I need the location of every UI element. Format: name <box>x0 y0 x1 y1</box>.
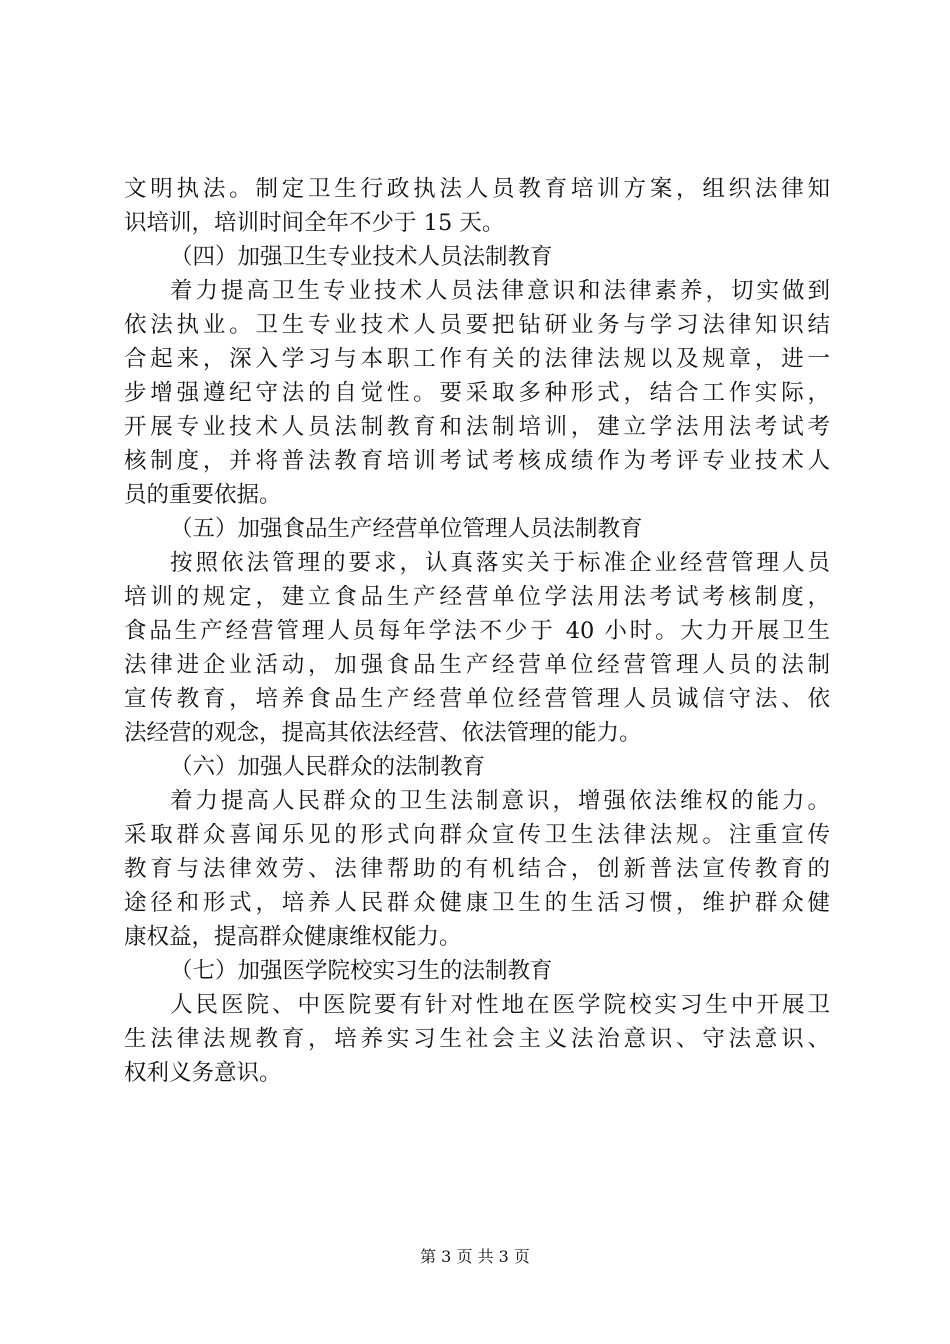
paragraph-line: 着力提高卫生专业技术人员法律意识和法律素养，切实做到 <box>170 278 830 304</box>
paragraph-line: 开展专业技术人员法制教育和法制培训，建立学法用法考试考 <box>124 414 830 440</box>
paragraph-line: 识培训，培训时间全年不少于 15 天。 <box>124 210 505 236</box>
paragraph-line: 着力提高人民群众的卫生法制意识，增强依法维权的能力。 <box>170 788 830 814</box>
paragraph-line: 康权益，提高群众健康维权能力。 <box>124 924 462 950</box>
paragraph-line: 员的重要依据。 <box>124 482 282 508</box>
paragraph-line: 核制度，并将普法教育培训考试考核成绩作为考评专业技术人 <box>124 448 830 474</box>
paragraph-line: 生法律法规教育，培养实习生社会主义法治意识、守法意识、 <box>124 1026 830 1052</box>
paragraph-line: 教育与法律效劳、法律帮助的有机结合，创新普法宣传教育的 <box>124 856 830 882</box>
paragraph-line: 宣传教育，培养食品生产经营单位经营管理人员诚信守法、依 <box>124 686 830 712</box>
paragraph-line: 食品生产经营管理人员每年学法不少于 40 小时。大力开展卫生 <box>124 618 830 644</box>
page-number-label: 第 3 页 共 3 页 <box>420 1247 530 1266</box>
paragraph-line: 培训的规定，建立食品生产经营单位学法用法考试考核制度， <box>124 584 830 610</box>
section-heading: （六）加强人民群众的法制教育 <box>170 754 486 780</box>
paragraph-line: 人民医院、中医院要有针对性地在医学院校实习生中开展卫 <box>170 992 830 1018</box>
paragraph-line: 合起来，深入学习与本职工作有关的法律法规以及规章，进一 <box>124 346 830 372</box>
paragraph-line: 法律进企业活动，加强食品生产经营单位经营管理人员的法制 <box>124 652 830 678</box>
paragraph-line: 文明执法。制定卫生行政执法人员教育培训方案，组织法律知 <box>124 176 830 202</box>
page-footer <box>0 1247 950 1267</box>
paragraph-line: 步增强遵纪守法的自觉性。要采取多种形式，结合工作实际， <box>124 380 830 406</box>
section-heading: （四）加强卫生专业技术人员法制教育 <box>170 244 553 270</box>
paragraph-line: 途径和形式，培养人民群众健康卫生的生活习惯，维护群众健 <box>124 890 830 916</box>
section-heading: （五）加强食品生产经营单位管理人员法制教育 <box>170 516 643 542</box>
paragraph-line: 按照依法管理的要求，认真落实关于标准企业经营管理人员 <box>170 550 830 576</box>
paragraph-line: 法经营的观念，提高其依法经营、依法管理的能力。 <box>124 720 642 746</box>
document-body <box>124 172 830 1090</box>
paragraph-line: 权利义务意识。 <box>124 1060 282 1086</box>
paragraph-line: 采取群众喜闻乐见的形式向群众宣传卫生法律法规。注重宣传 <box>124 822 830 848</box>
section-heading: （七）加强医学院校实习生的法制教育 <box>170 958 553 984</box>
paragraph-line: 依法执业。卫生专业技术人员要把钻研业务与学习法律知识结 <box>124 312 830 338</box>
